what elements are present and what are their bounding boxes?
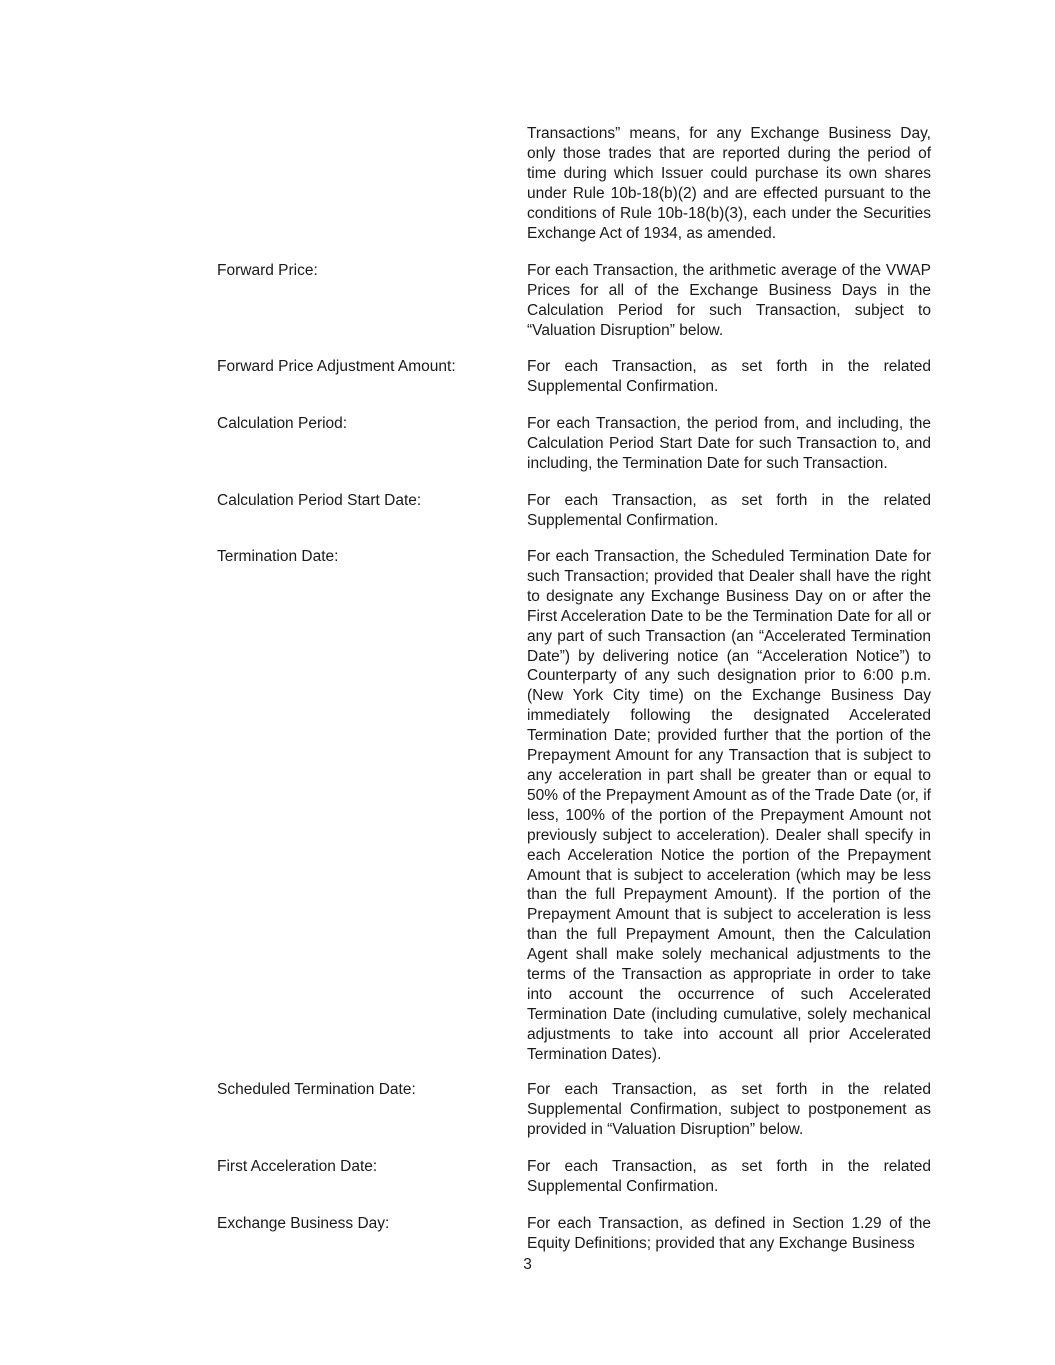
definition-text: For each Transaction, the period from, and including, the Calculation Period Start Date for such Transaction to, and including, the Termination Date for such Transaction. [527, 415, 931, 472]
definition-text: For each Transaction, as set forth in the related Supplemental Confirmation. [527, 1158, 931, 1195]
definition-text: For each Transaction, the Scheduled Termination Date for such Transaction; provided that Dealer shall have the right to designate any Exchange Business Day on or after the First Acceleration Date to be the Termination Date for all or any part of such Transaction (an “Accelerated Termination Date”) by delivering notice (an “Acceleration Notice”) to Counterparty of any such designation prior to 6:00 p.m. (New York City time) on the Exchange Business Day immediately following the designated Accelerated Termination Date; provided further that the portion of the Prepayment Amount for any Transaction that is subject to any acceleration in part shall be greater than or equal to 50% of the Prepayment Amount as of the Trade Date (or, if less, 100% of the portion of the Prepayment Amount not previously subject to acceleration). Dealer shall specify in each Acceleration Notice the portion of the Prepayment Amount that is subject to acceleration (which may be less than the full Prepayment Amount). If the portion of the Prepayment Amount that is subject to acceleration is less than the full Prepayment Amount, then the Calculation Agent shall make solely mechanical adjustments to the terms of the Transaction as appropriate in order to take into account the occurrence of such Accelerated Termination Date (including cumulative, solely mechanical adjustments to take into account all prior Accelerated Termination Dates). [527, 548, 931, 1063]
term-label: Forward Price: [217, 262, 318, 279]
definition-text: For each Transaction, as set forth in the related Supplemental Confirmation. [527, 492, 931, 529]
term-label: Calculation Period: [217, 415, 348, 432]
definition-text: For each Transaction, as defined in Section 1.29 of the Equity Definitions; provided that any Exchange Business [527, 1215, 931, 1252]
definition-text: Transactions” means, for any Exchange Business Day, only those trades that are reported during the period of time during which Issuer could purchase its own shares under Rule 10b-18(b)(2) and are effected pursuant to the conditions of Rule 10b-18(b)(3), each under the Securities Exchange Act of 1934, as amended. [527, 125, 931, 242]
term-label: Calculation Period Start Date: [217, 492, 422, 509]
page-number: 3 [523, 1256, 532, 1273]
term-label: Forward Price Adjustment Amount: [217, 358, 456, 375]
term-label: Termination Date: [217, 548, 339, 565]
definition-text: For each Transaction, as set forth in the related Supplemental Confirmation, subject to postponement as provided in “Valuation Disruption” below. [527, 1081, 931, 1138]
term-label: Scheduled Termination Date: [217, 1081, 416, 1098]
term-label: First Acceleration Date: [217, 1158, 378, 1175]
term-label: Exchange Business Day: [217, 1215, 390, 1232]
definition-text: For each Transaction, the arithmetic average of the VWAP Prices for all of the Exchange Business Days in the Calculation Period for such Transaction, subject to “Valuation Disruption” below. [527, 262, 931, 339]
definition-text: For each Transaction, as set forth in the related Supplemental Confirmation. [527, 358, 931, 395]
